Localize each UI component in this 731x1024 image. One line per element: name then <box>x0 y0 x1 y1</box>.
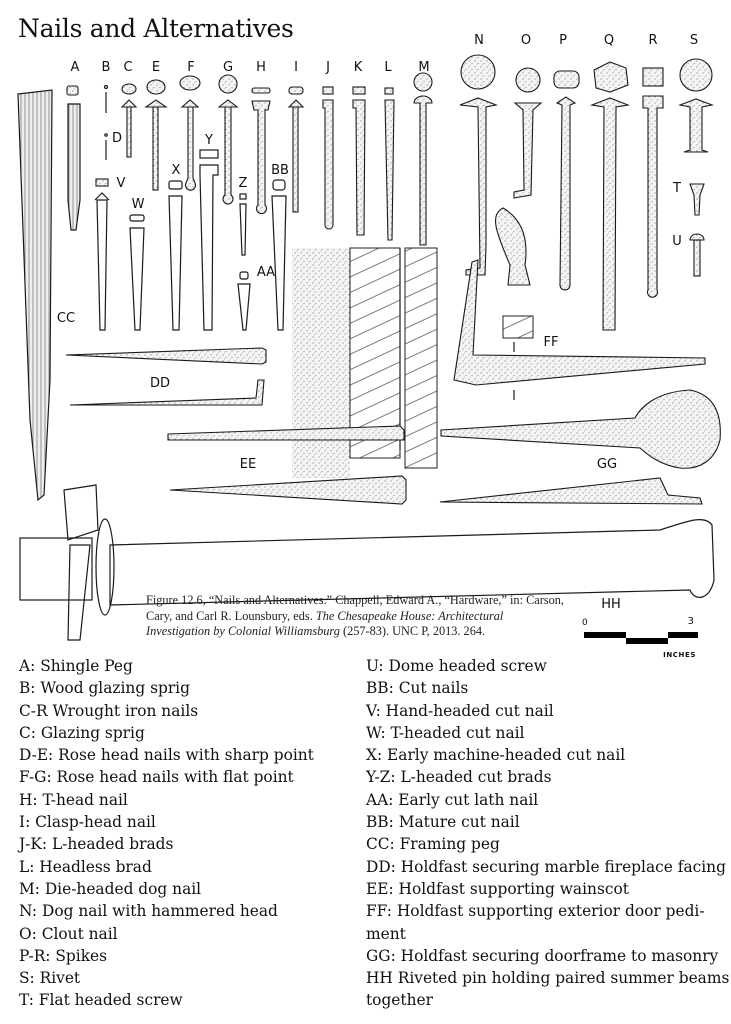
label-b: B <box>101 60 111 75</box>
label-m: M <box>418 60 430 75</box>
legend-item: P-R: Spikes <box>19 946 108 965</box>
legend-item: A: Shingle Peg <box>19 657 133 675</box>
label-y: Y <box>205 133 213 148</box>
legend-item: N: Dog nail with hammered head <box>19 902 278 921</box>
legend-item: D-E: Rose head nails with sharp point <box>19 746 314 765</box>
legend-item: C-R Wrought iron nails <box>19 701 199 720</box>
scale-unit: INCHES <box>663 651 696 659</box>
scale-bar-graphic <box>582 624 702 654</box>
label-r: R <box>648 33 658 48</box>
label-p: P <box>559 33 567 48</box>
label-ff: FF <box>543 335 559 350</box>
legend-item: F-G: Rose head nails with flat point <box>19 768 294 787</box>
caption-text-1: Figure 12.6, “Nails and Alternatives.” Chappell, Edward A., “Hardware,” in: Carson, Cary, and Carl R. Lounsbury, eds. <box>146 593 564 623</box>
label-o: O <box>520 33 532 48</box>
label-s: S <box>689 33 699 48</box>
label-e: E <box>151 60 161 75</box>
label-f: F <box>187 60 195 75</box>
label-n: N <box>474 33 484 48</box>
legend-item: EE: Holdfast supporting wainscot <box>366 879 629 898</box>
legend-item: BB: Mature cut nail <box>366 813 520 832</box>
label-l: L <box>384 60 392 75</box>
legend-item: J-K: L-headed brads <box>19 835 174 854</box>
legend-item: DD: Holdfast securing marble fireplace facing <box>366 857 726 876</box>
legend-left-column <box>19 655 359 1012</box>
framing-peg-cc <box>18 90 52 500</box>
legend-item: S: Rivet <box>19 969 81 988</box>
label-d: D <box>111 131 123 146</box>
page-title: Nails and Alternatives <box>18 14 294 43</box>
legend-item: M: Die-headed dog nail <box>19 879 202 898</box>
legend-item: O: Clout nail <box>19 924 118 943</box>
label-cc: CC <box>56 311 76 326</box>
label-c: C <box>123 60 133 75</box>
legend-item: U: Dome headed screw <box>366 657 547 675</box>
figure-caption <box>146 593 566 640</box>
legend-item: B: Wood glazing sprig <box>19 679 190 698</box>
label-gg: GG <box>596 457 618 472</box>
label-w: W <box>131 197 145 212</box>
label-x: X <box>171 163 181 178</box>
label-h: H <box>256 60 266 75</box>
legend-item: FF: Holdfast supporting exterior door pedi- <box>366 902 705 921</box>
legend-item: together <box>366 991 433 1010</box>
label-bb: BB <box>271 163 289 178</box>
label-j: J <box>326 60 330 75</box>
label-u: U <box>672 234 682 249</box>
legend-item: I: Clasp-head nail <box>19 813 156 832</box>
caption-book-title: The Chesapeake House: Architectural Investigation by Colonial Williamsburg <box>146 608 504 638</box>
legend-item: BB: Cut nails <box>366 679 469 698</box>
label-t: T <box>673 181 681 196</box>
label-q: Q <box>603 33 615 48</box>
label-k: K <box>353 60 363 75</box>
legend-item: H: T-head nail <box>19 790 128 809</box>
legend-item: ment <box>366 924 406 943</box>
legend-item: HH Riveted pin holding paired summer beams <box>366 969 730 988</box>
legend-item: W: T-headed cut nail <box>366 723 525 742</box>
legend-item: C: Glazing sprig <box>19 723 145 742</box>
legend-item: L: Headless brad <box>19 857 152 876</box>
legend-item: AA: Early cut lath nail <box>366 790 539 809</box>
label-v: V <box>116 176 126 191</box>
scale-min: 0 <box>582 618 588 628</box>
scale-max: 3 <box>687 616 694 627</box>
legend-item: T: Flat headed screw <box>19 991 183 1010</box>
label-ee: EE <box>239 457 257 472</box>
label-a: A <box>70 60 80 75</box>
legend-item: GG: Holdfast securing doorframe to masonry <box>366 946 719 965</box>
legend-item: Y-Z: L-headed cut brads <box>366 768 552 787</box>
label-z: Z <box>238 176 248 191</box>
legend-item: X: Early machine-headed cut nail <box>366 746 626 765</box>
legend-right-column <box>366 655 730 1012</box>
label-hh: HH <box>601 597 621 612</box>
label-i: I <box>294 60 298 75</box>
label-g: G <box>222 60 234 75</box>
caption-text-2: (257-83). UNC P, 2013. 264. <box>339 624 486 638</box>
legend-item: CC: Framing peg <box>366 835 500 854</box>
label-dd: DD <box>149 376 171 391</box>
legend-item: V: Hand-headed cut nail <box>366 701 554 720</box>
label-aa: AA <box>256 265 276 280</box>
